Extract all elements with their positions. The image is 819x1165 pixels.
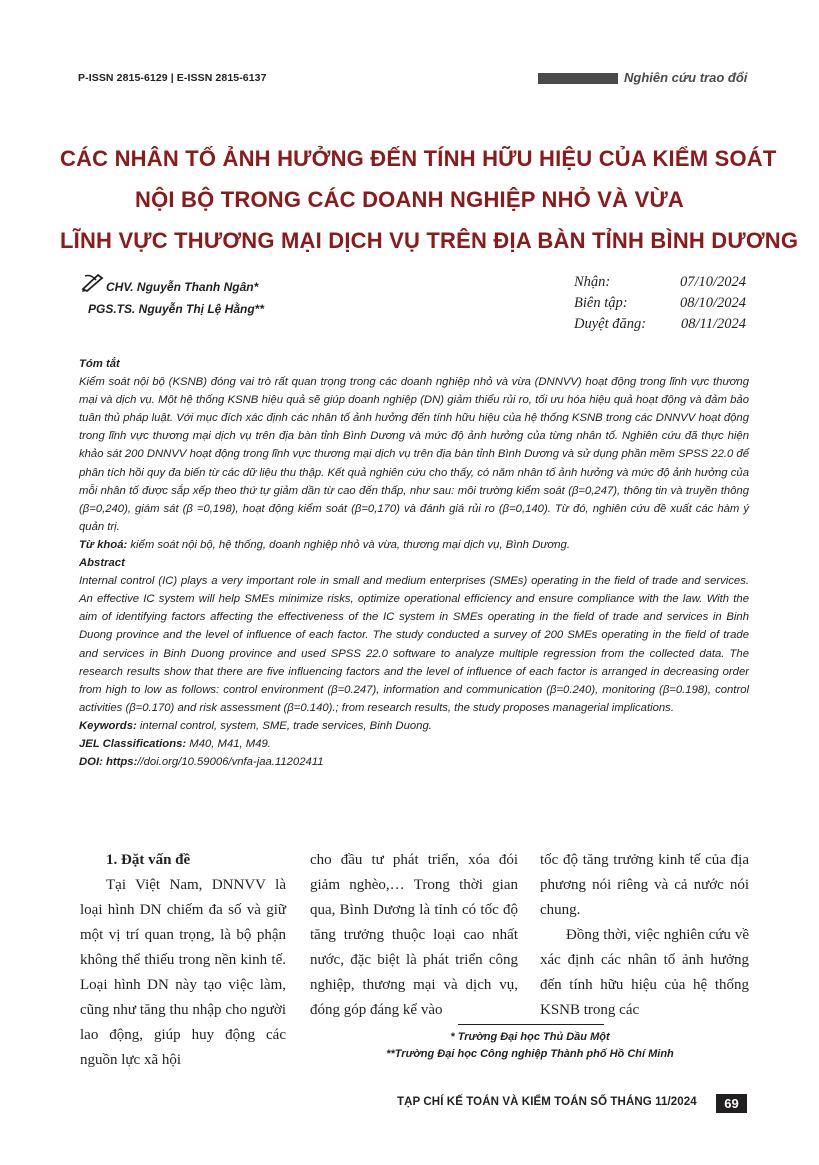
en-abstract-heading: Abstract — [79, 557, 125, 570]
accepted-date: 08/11/2024 — [681, 316, 746, 332]
body-paragraph: Đồng thời, việc nghiên cứu về xác định các nhân tố ảnh hưởng đến tính hữu hiệu của hệ thống KSNB trong các — [540, 927, 749, 1018]
pen-icon — [81, 272, 105, 292]
issn-header: P-ISSN 2815-6129 | E-ISSN 2815-6137 — [78, 72, 267, 84]
footnotes — [380, 1029, 680, 1063]
received-row — [574, 272, 746, 293]
body-column-1 — [80, 848, 286, 1073]
edited-date: 08/10/2024 — [679, 295, 746, 311]
footnote-rule — [458, 1024, 604, 1025]
jel-classifications — [79, 735, 749, 753]
title-line-2: NỘI BỘ TRONG CÁC DOANH NGHIỆP NHỎ VÀ VỪA — [135, 187, 684, 212]
article-title — [60, 138, 799, 261]
received-label: Nhận: — [574, 274, 611, 290]
page-number: 69 — [716, 1094, 747, 1113]
edited-row — [574, 293, 746, 314]
body-paragraph: tốc độ tăng trưởng kinh tế của địa phương nói riêng và cả nước nói chung. — [540, 852, 749, 918]
submission-dates — [574, 272, 746, 335]
accepted-row — [574, 314, 746, 335]
doi-link[interactable]: //doi.org/10.59006/vnfa-jaa.11202411 — [137, 756, 324, 769]
section-heading: 1. Đặt vấn đề — [106, 852, 191, 868]
authors — [88, 276, 264, 320]
jel-label: JEL Classifications: — [79, 737, 187, 750]
section-bar — [538, 73, 618, 84]
accepted-label: Duyệt đăng: — [574, 316, 647, 332]
doi-label: DOI: https: — [79, 756, 138, 769]
vn-keywords — [79, 536, 749, 554]
footnote-1: * Trường Đại học Thủ Dầu Một — [450, 1031, 610, 1043]
doi — [79, 753, 749, 771]
author-2: PGS.TS. Nguyễn Thị Lệ Hằng** — [88, 302, 265, 316]
body-paragraph: Tại Việt Nam, DNNVV là loại hình DN chiếm đa số và giữ một vị trí quan trọng, là bộ phận không thể thiếu trong nền kinh tế. Loại hình DN này tạo việc làm, cũng như tăng thu nhập cho người lao động, giúp huy động các nguồn lực xã hội — [80, 877, 286, 1068]
author-1: CHV. Nguyễn Thanh Ngân* — [106, 280, 259, 294]
en-keywords-label: Keywords: — [79, 719, 137, 732]
edited-label: Biên tập: — [574, 295, 628, 311]
title-line-3: LĨNH VỰC THƯƠNG MẠI DỊCH VỤ TRÊN ĐỊA BÀN TỈNH BÌNH DƯƠNG — [60, 228, 799, 253]
footnote-2: **Trường Đại học Công nghiệp Thành phố Hồ Chí Minh — [386, 1048, 674, 1060]
en-abstract-text: Internal control (IC) plays a very important role in small and medium enterprises (SMEs) operating in the field of trade and services. An effective IC system will help SMEs minimize risks, optimize operational efficiency and ensure compliance with the law. With the aim of identifying factors affecting the effectiveness of the IC system in SMEs operating in the field of trade and services in Binh Duong province and the level of influence of each factor. The study conducted a survey of 200 SMEs operating in the field of trade and services in Binh Duong province and used SPSS 22.0 software to analyze multiple regression from the collected data. The research results show that there are five influencing factors and the level of influence of each factor is arranged in decreasing order from high to low as follows: control environment (β=0.247), information and communication (β=0.240), monitoring (β=0.198), control activities (β=0.170) and risk assessment (β=0.140).; from research results, the study proposes managerial implications. — [79, 575, 749, 714]
title-line-1: CÁC NHÂN TỐ ẢNH HƯỞNG ĐẾN TÍNH HỮU HIỆU CỦA KIỂM SOÁT — [60, 146, 777, 171]
journal-footer: TẠP CHÍ KẾ TOÁN VÀ KIỂM TOÁN SỐ THÁNG 11/2024 — [397, 1096, 697, 1108]
received-date: 07/10/2024 — [679, 274, 746, 290]
en-keywords-text: internal control, system, SME, trade services, Binh Duong. — [136, 719, 432, 732]
vn-keywords-text: kiểm soát nội bộ, hệ thống, doanh nghiệp nhỏ và vừa, thương mại dịch vụ, Bình Dương. — [127, 538, 570, 551]
jel-text: M40, M41, M49. — [186, 737, 271, 750]
body-column-3 — [540, 848, 749, 1023]
en-keywords — [79, 717, 749, 735]
body-paragraph: cho đầu tư phát triển, xóa đói giảm nghèo,… Trong thời gian qua, Bình Dương là tỉnh có tốc độ tăng trưởng thuộc loại cao nhất nước, đặc biệt là phát triển công nghiệp, thương mại và dịch vụ, đóng góp đáng kể vào — [310, 852, 518, 1018]
vn-keywords-label: Từ khoá: — [79, 538, 128, 551]
vn-abstract-text: Kiểm soát nội bộ (KSNB) đóng vai trò rất quan trọng trong các doanh nghiệp nhỏ và vừa (DNNVV) hoạt động trong lĩnh vực thương mại và dịch vụ. Một hệ thống KSNB hiệu quả sẽ giúp doanh nghiệp (DN) giảm thiểu rủi ro, tối ưu hóa hiệu quả hoạt động và đảm bảo tuân thủ pháp luật. Với mục đích xác định các nhân tố ảnh hưởng đến tính hữu hiệu của hệ thống KSNB trong các DNNVV hoạt động trong lĩnh vực thương mại dịch vụ trên địa bàn tỉnh Bình Dương và mức độ ảnh hưởng của từng nhân tố. Nghiên cứu đã thực hiện khảo sát 200 DNNVV hoạt động trong lĩnh vực thương mại dịch vụ trên địa bàn tỉnh Bình Dương và sử dụng phần mềm SPSS 22.0 để phân tích hồi quy đa biến từ các dữ liệu thu thập. Kết quả nghiên cứu cho thấy, có năm nhân tố ảnh hưởng và mức độ ảnh hưởng của mỗi nhân tố được sắp xếp theo thứ tự giảm dần từ cao đến thấp, như sau: môi trường kiểm soát (β=0,247), thông tin và truyền thông (β=0,240), giám sát (β =0,198), hoạt động kiểm soát (β=0,170) và đánh giá rủi ro (β=0,140). Từ đó, nghiên cứu đề xuất các hàm ý quản trị. — [79, 376, 749, 533]
vn-abstract-heading: Tóm tắt — [79, 358, 120, 370]
body-column-2 — [310, 848, 518, 1023]
section-label: Nghiên cứu trao đổi — [624, 70, 748, 85]
abstract-block — [79, 355, 749, 771]
